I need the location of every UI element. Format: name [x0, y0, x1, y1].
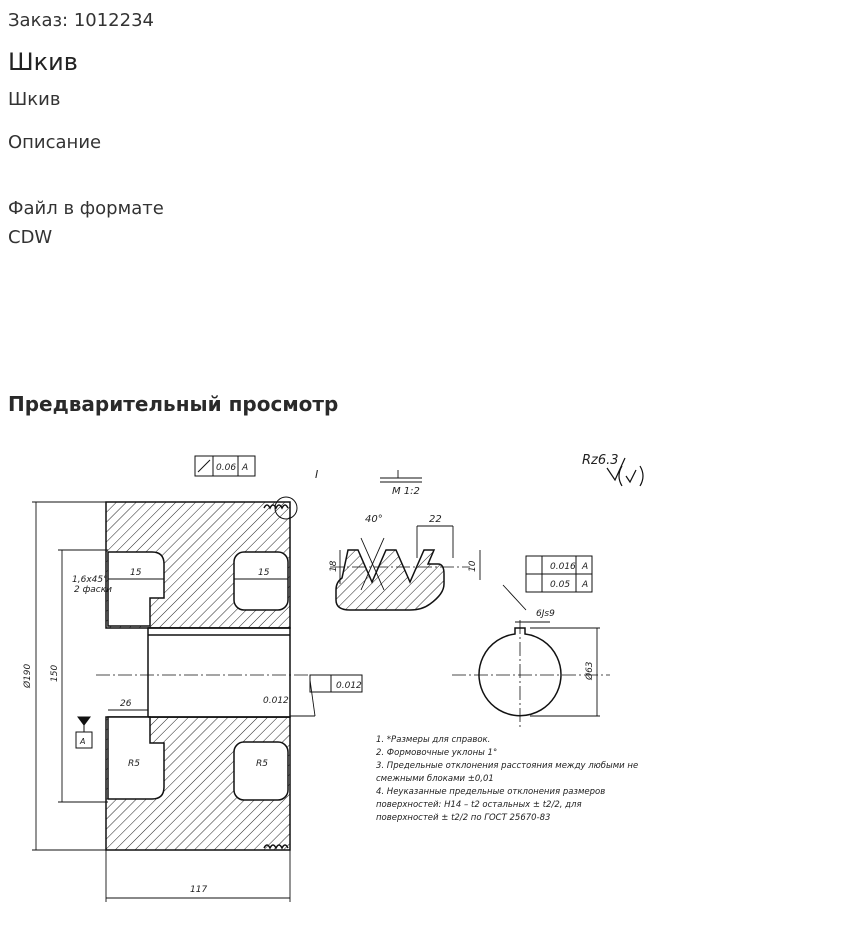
svg-text:М 1:2: М 1:2 [392, 486, 420, 497]
right-cavity-lower [234, 742, 288, 800]
drawing-note-line: 3. Предельные отклонения расстояния между любыми не [376, 761, 639, 771]
svg-text:Rz6.3: Rz6.3 [582, 453, 619, 468]
right-cavity-upper [234, 552, 288, 610]
svg-text:A: A [582, 580, 589, 590]
drawing-note-line: поверхностей: H14 – t2 остальных ± t2/2, для [376, 800, 582, 810]
svg-text:6Js9: 6Js9 [536, 609, 555, 619]
svg-text:0.012: 0.012 [336, 681, 362, 691]
svg-text:2 фаски: 2 фаски [74, 585, 113, 595]
svg-text:I: I [315, 468, 319, 481]
svg-text:Ø63: Ø63 [585, 661, 595, 680]
svg-text:A: A [80, 737, 86, 746]
preview-heading: Предварительный просмотр [8, 392, 339, 416]
file-format-link[interactable]: Файл в формате CDW [8, 198, 164, 248]
svg-text:117: 117 [190, 885, 208, 895]
description-label: Описание [8, 132, 102, 153]
pulley-section [106, 497, 297, 850]
drawing-note-line: 1. *Размеры для справок. [376, 735, 491, 745]
svg-text:1,6х45°: 1,6х45° [72, 575, 108, 585]
drawing-notes [376, 735, 638, 823]
order-number: Заказ: 1012234 [8, 10, 154, 31]
svg-text:150: 150 [50, 664, 60, 682]
svg-text:0.05: 0.05 [550, 580, 571, 590]
svg-text:A: A [242, 463, 249, 473]
svg-text:40°: 40° [365, 514, 383, 525]
svg-text:10: 10 [468, 560, 478, 572]
svg-text:Ø190: Ø190 [23, 663, 33, 688]
svg-text:0.016: 0.016 [550, 562, 576, 572]
svg-text:22: 22 [429, 514, 442, 525]
svg-text:15: 15 [130, 568, 142, 578]
pulley-drawing-preview[interactable] [10, 440, 660, 910]
svg-text:0.012: 0.012 [263, 696, 289, 706]
drawing-note-line: поверхностей ± t2/2 по ГОСТ 25670-83 [376, 813, 551, 823]
svg-text:26: 26 [120, 699, 132, 709]
svg-text:15: 15 [258, 568, 270, 578]
drawing-note-line: смежными блоками ±0,01 [376, 774, 494, 784]
svg-text:A: A [582, 562, 589, 572]
svg-text:R5: R5 [128, 759, 140, 769]
svg-text:0.06: 0.06 [216, 463, 237, 473]
drawing-note-line: 2. Формовочные уклоны 1° [376, 748, 498, 758]
drawing-note-line: 4. Неуказанные предельные отклонения размеров [376, 787, 606, 797]
product-title: Шкив [8, 48, 78, 76]
svg-text:R5: R5 [256, 759, 268, 769]
product-subtitle: Шкив [8, 89, 61, 110]
svg-text:18: 18 [329, 560, 339, 572]
